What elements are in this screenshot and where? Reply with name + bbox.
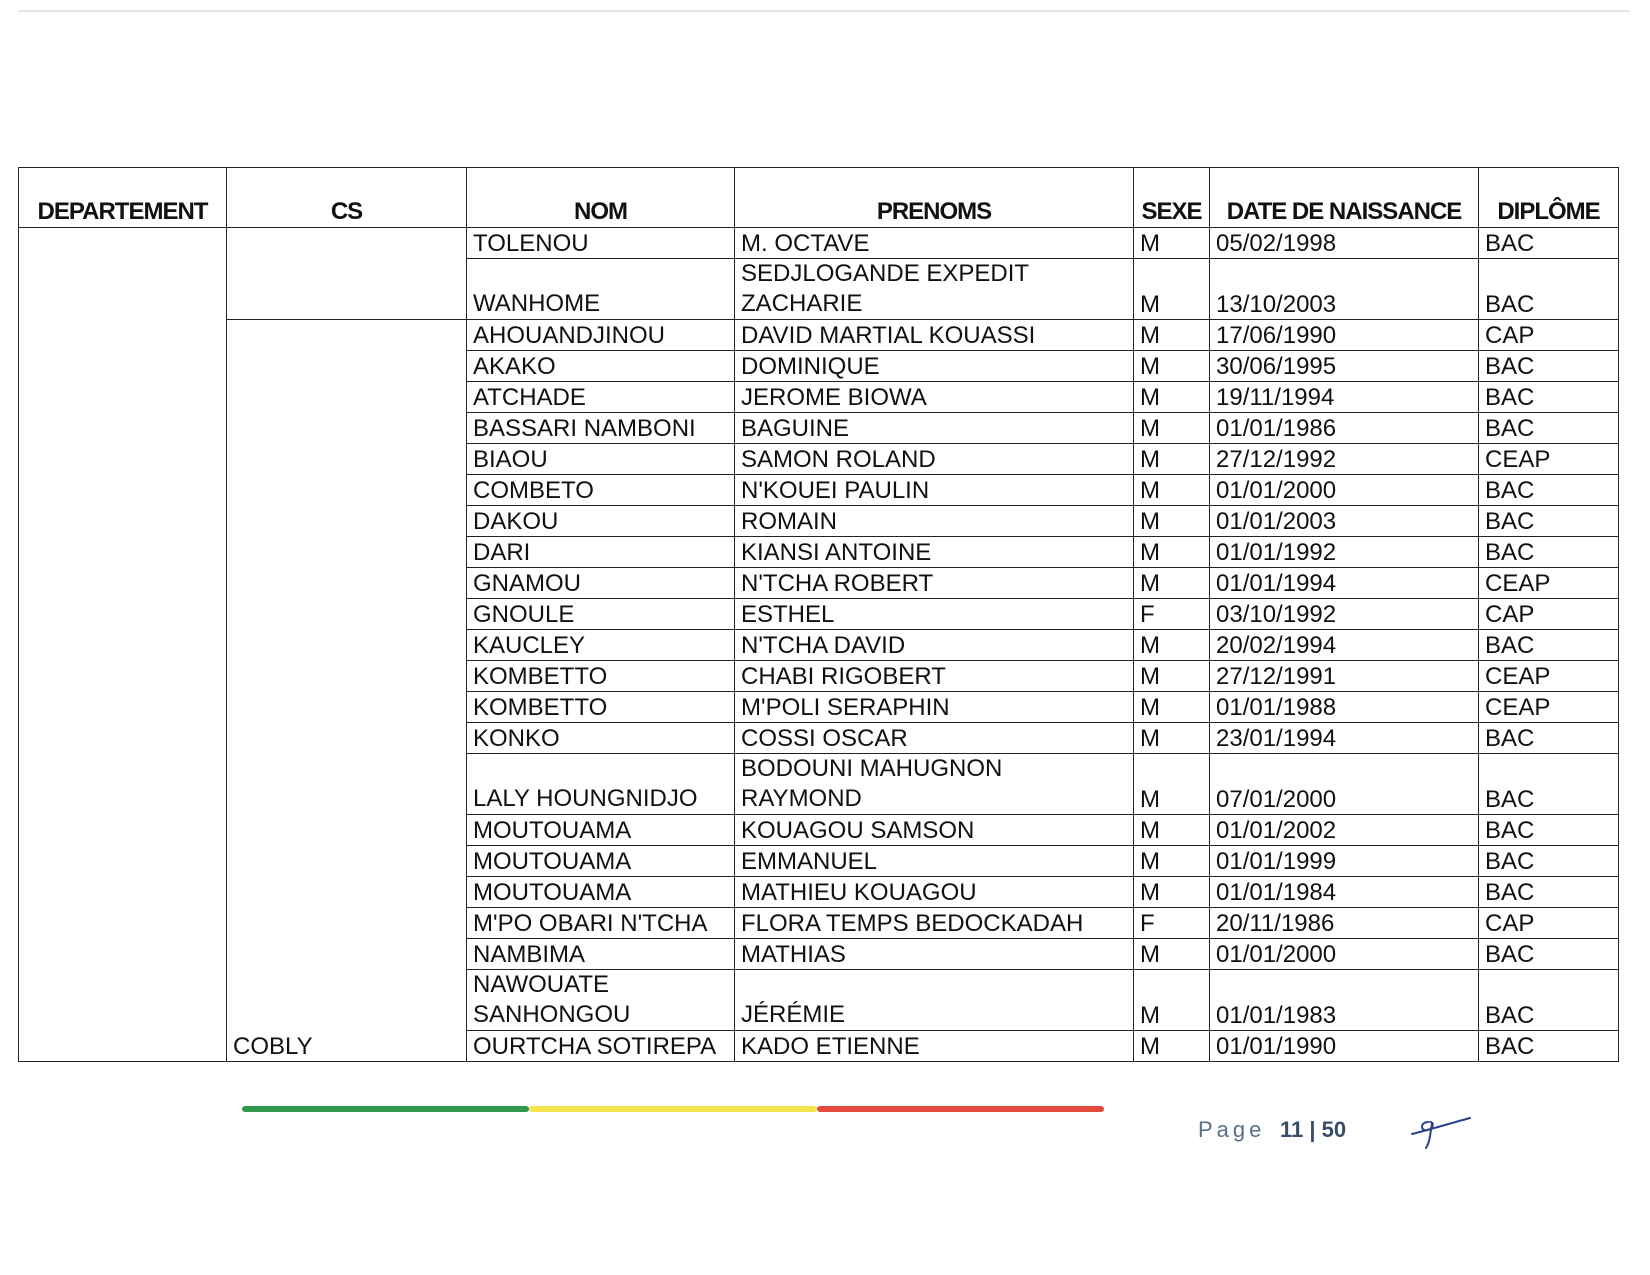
page-number: 11 | 50 [1280, 1117, 1347, 1142]
nom-cell: AHOUANDJINOU [467, 320, 735, 351]
diplome-cell: BAC [1479, 630, 1619, 661]
nom-cell: BASSARI NAMBONI [467, 413, 735, 444]
prenoms-cell: KIANSI ANTOINE [735, 537, 1134, 568]
diplome-cell: CEAP [1479, 444, 1619, 475]
prenoms-cell: MATHIEU KOUAGOU [735, 877, 1134, 908]
prenoms-cell: COSSI OSCAR [735, 723, 1134, 754]
prenoms-cell: EMMANUEL [735, 846, 1134, 877]
date-naissance-cell: 20/02/1994 [1210, 630, 1479, 661]
diplome-cell: BAC [1479, 723, 1619, 754]
date-naissance-cell: 01/01/1999 [1210, 846, 1479, 877]
prenoms-cell: BAGUINE [735, 413, 1134, 444]
nom-cell: OURTCHA SOTIREPA [467, 1031, 735, 1062]
nom-cell: ATCHADE [467, 382, 735, 413]
prenoms-cell: MATHIAS [735, 939, 1134, 970]
date-naissance-cell: 03/10/1992 [1210, 599, 1479, 630]
prenoms-cell: FLORA TEMPS BEDOCKADAH [735, 908, 1134, 939]
date-naissance-cell: 01/01/1983 [1210, 970, 1479, 1031]
diplome-cell: BAC [1479, 815, 1619, 846]
diplome-cell: BAC [1479, 1031, 1619, 1062]
sexe-cell: M [1134, 228, 1210, 259]
date-naissance-cell: 30/06/1995 [1210, 351, 1479, 382]
sexe-cell: M [1134, 444, 1210, 475]
diplome-cell: BAC [1479, 537, 1619, 568]
date-naissance-cell: 01/01/1988 [1210, 692, 1479, 723]
diplome-cell: BAC [1479, 877, 1619, 908]
date-naissance-cell: 01/01/1986 [1210, 413, 1479, 444]
nom-cell: BIAOU [467, 444, 735, 475]
prenoms-cell: JEROME BIOWA [735, 382, 1134, 413]
nom-cell: WANHOME [467, 259, 735, 320]
diplome-cell: BAC [1479, 970, 1619, 1031]
nom-cell: KOMBETTO [467, 692, 735, 723]
date-naissance-cell: 01/01/1994 [1210, 568, 1479, 599]
diplome-cell: CEAP [1479, 661, 1619, 692]
sexe-cell: M [1134, 692, 1210, 723]
sexe-cell: M [1134, 723, 1210, 754]
nom-cell: TOLENOU [467, 228, 735, 259]
diplome-cell: BAC [1479, 754, 1619, 815]
table-row [19, 228, 1619, 259]
sexe-cell: M [1134, 877, 1210, 908]
sexe-cell: M [1134, 537, 1210, 568]
header-departement: DEPARTEMENT [19, 168, 227, 228]
prenoms-cell: SAMON ROLAND [735, 444, 1134, 475]
footer-color-bar-green [242, 1106, 529, 1112]
diplome-cell: BAC [1479, 939, 1619, 970]
departement-cell [19, 228, 227, 1062]
prenoms-cell: N'TCHA DAVID [735, 630, 1134, 661]
diplome-cell: BAC [1479, 846, 1619, 877]
diplome-cell: CAP [1479, 908, 1619, 939]
sexe-cell: M [1134, 320, 1210, 351]
date-naissance-cell: 27/12/1991 [1210, 661, 1479, 692]
sexe-cell: M [1134, 970, 1210, 1031]
date-naissance-cell: 01/01/2000 [1210, 939, 1479, 970]
diplome-cell: CAP [1479, 320, 1619, 351]
cs-cell [227, 228, 467, 320]
prenoms-cell: M. OCTAVE [735, 228, 1134, 259]
sexe-cell: M [1134, 754, 1210, 815]
nom-cell: M'PO OBARI N'TCHA [467, 908, 735, 939]
sexe-cell: M [1134, 815, 1210, 846]
nom-cell: LALY HOUNGNIDJO [467, 754, 735, 815]
page-top-edge [18, 10, 1630, 12]
date-naissance-cell: 01/01/1984 [1210, 877, 1479, 908]
nom-cell: KONKO [467, 723, 735, 754]
sexe-cell: M [1134, 475, 1210, 506]
date-naissance-cell: 13/10/2003 [1210, 259, 1479, 320]
prenoms-cell: KADO ETIENNE [735, 1031, 1134, 1062]
diplome-cell: CEAP [1479, 692, 1619, 723]
nom-cell: DARI [467, 537, 735, 568]
header-date-naissance: DATE DE NAISSANCE [1210, 168, 1479, 228]
nom-cell: MOUTOUAMA [467, 846, 735, 877]
prenoms-cell: DAVID MARTIAL KOUASSI [735, 320, 1134, 351]
header-nom: NOM [467, 168, 735, 228]
date-naissance-cell: 17/06/1990 [1210, 320, 1479, 351]
diplome-cell: BAC [1479, 413, 1619, 444]
prenoms-cell: SEDJLOGANDE EXPEDIT ZACHARIE [735, 259, 1134, 320]
date-naissance-cell: 05/02/1998 [1210, 228, 1479, 259]
sexe-cell: M [1134, 506, 1210, 537]
prenoms-cell: M'POLI SERAPHIN [735, 692, 1134, 723]
table-body [19, 228, 1619, 1062]
header-row [19, 168, 1619, 228]
sexe-cell: F [1134, 908, 1210, 939]
prenoms-cell: N'TCHA ROBERT [735, 568, 1134, 599]
header-sexe: SEXE [1134, 168, 1210, 228]
registry-table [18, 167, 1619, 1062]
diplome-cell: CEAP [1479, 568, 1619, 599]
nom-cell: GNAMOU [467, 568, 735, 599]
date-naissance-cell: 01/01/2003 [1210, 506, 1479, 537]
registry-table-container [18, 167, 1619, 1062]
date-naissance-cell: 20/11/1986 [1210, 908, 1479, 939]
header-diplome: DIPLÔME [1479, 168, 1619, 228]
nom-cell: MOUTOUAMA [467, 877, 735, 908]
sexe-cell: F [1134, 599, 1210, 630]
footer-color-bar-red [817, 1106, 1104, 1112]
date-naissance-cell: 01/01/2002 [1210, 815, 1479, 846]
prenoms-cell: CHABI RIGOBERT [735, 661, 1134, 692]
prenoms-cell: DOMINIQUE [735, 351, 1134, 382]
nom-cell: COMBETO [467, 475, 735, 506]
nom-cell: KOMBETTO [467, 661, 735, 692]
sexe-cell: M [1134, 1031, 1210, 1062]
date-naissance-cell: 23/01/1994 [1210, 723, 1479, 754]
prenoms-cell: ROMAIN [735, 506, 1134, 537]
date-naissance-cell: 01/01/1990 [1210, 1031, 1479, 1062]
sexe-cell: M [1134, 259, 1210, 320]
handwritten-initial-signature [1408, 1110, 1478, 1157]
nom-cell: KAUCLEY [467, 630, 735, 661]
date-naissance-cell: 19/11/1994 [1210, 382, 1479, 413]
diplome-cell: CAP [1479, 599, 1619, 630]
sexe-cell: M [1134, 630, 1210, 661]
header-cs: CS [227, 168, 467, 228]
sexe-cell: M [1134, 351, 1210, 382]
date-naissance-cell: 01/01/2000 [1210, 475, 1479, 506]
diplome-cell: BAC [1479, 382, 1619, 413]
table-row [19, 320, 1619, 351]
date-naissance-cell: 01/01/1992 [1210, 537, 1479, 568]
date-naissance-cell: 07/01/2000 [1210, 754, 1479, 815]
nom-cell: MOUTOUAMA [467, 815, 735, 846]
prenoms-cell: BODOUNI MAHUGNON RAYMOND [735, 754, 1134, 815]
sexe-cell: M [1134, 568, 1210, 599]
nom-cell: DAKOU [467, 506, 735, 537]
footer-color-bar-yellow [529, 1106, 817, 1112]
diplome-cell: BAC [1479, 351, 1619, 382]
diplome-cell: BAC [1479, 259, 1619, 320]
nom-cell: NAMBIMA [467, 939, 735, 970]
prenoms-cell: N'KOUEI PAULIN [735, 475, 1134, 506]
prenoms-cell: ESTHEL [735, 599, 1134, 630]
page-label: Page [1198, 1117, 1266, 1142]
diplome-cell: BAC [1479, 475, 1619, 506]
sexe-cell: M [1134, 413, 1210, 444]
diplome-cell: BAC [1479, 228, 1619, 259]
date-naissance-cell: 27/12/1992 [1210, 444, 1479, 475]
header-prenoms: PRENOMS [735, 168, 1134, 228]
nom-cell: NAWOUATE SANHONGOU [467, 970, 735, 1031]
sexe-cell: M [1134, 382, 1210, 413]
sexe-cell: M [1134, 661, 1210, 692]
nom-cell: GNOULE [467, 599, 735, 630]
prenoms-cell: JÉRÉMIE [735, 970, 1134, 1031]
cs-cell: COBLY [227, 320, 467, 1062]
sexe-cell: M [1134, 846, 1210, 877]
nom-cell: AKAKO [467, 351, 735, 382]
sexe-cell: M [1134, 939, 1210, 970]
diplome-cell: BAC [1479, 506, 1619, 537]
prenoms-cell: KOUAGOU SAMSON [735, 815, 1134, 846]
